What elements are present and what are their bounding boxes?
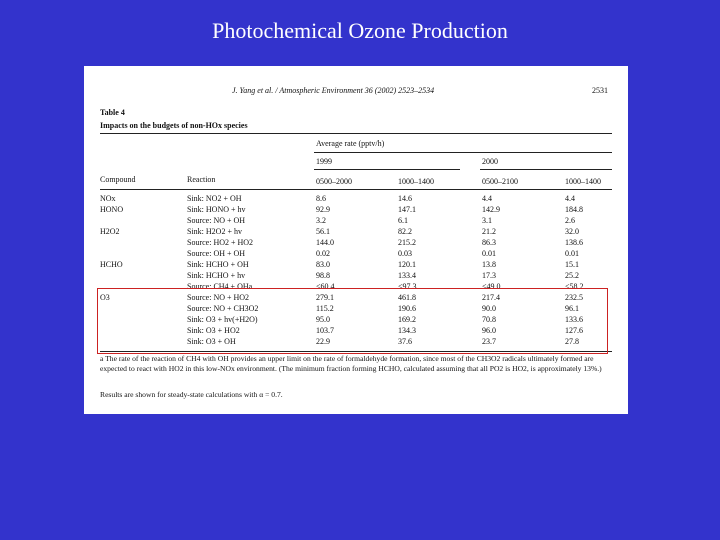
table-label: Table 4: [100, 108, 125, 117]
reaction-cell: Sink: HCHO + hv: [187, 271, 246, 280]
reaction-cell: Source: OH + OH: [187, 249, 246, 258]
compound-cell: H2O2: [100, 227, 120, 236]
subcol-4: 1000–1400: [565, 177, 601, 186]
rate-cell: <49.0: [482, 282, 501, 291]
rate-cell: 134.3: [398, 326, 416, 335]
rate-cell: 86.3: [482, 238, 496, 247]
reaction-cell: Sink: HONO + hv: [187, 205, 246, 214]
rate-cell: 138.6: [565, 238, 583, 247]
journal-page: [84, 66, 628, 414]
rate-cell: 3.2: [316, 216, 326, 225]
header-bottom-rule: [100, 189, 612, 190]
rate-cell: 27.8: [565, 337, 579, 346]
avg-rate-rule: [314, 152, 612, 153]
year-2000: 2000: [482, 157, 498, 166]
reaction-cell: Sink: O3 + hv(+H2O): [187, 315, 258, 324]
rate-cell: 215.2: [398, 238, 416, 247]
rate-cell: 4.4: [482, 194, 492, 203]
col-reaction: Reaction: [187, 175, 216, 184]
compound-cell: O3: [100, 293, 110, 302]
table-top-rule: [100, 133, 612, 134]
rate-cell: 0.03: [398, 249, 412, 258]
reaction-cell: Sink: HCHO + OH: [187, 260, 249, 269]
table-caption: Impacts on the budgets of non-HOx species: [100, 121, 248, 130]
slide-title: Photochemical Ozone Production: [212, 18, 508, 43]
year-1999-rule: [314, 169, 460, 170]
reaction-cell: Source: CH4 + OHa: [187, 282, 253, 291]
rate-cell: 133.4: [398, 271, 416, 280]
rate-cell: 8.6: [316, 194, 326, 203]
reaction-cell: Sink: NO2 + OH: [187, 194, 242, 203]
rate-cell: 147.1: [398, 205, 416, 214]
rate-cell: 98.8: [316, 271, 330, 280]
year-2000-rule: [480, 169, 612, 170]
rate-cell: 279.1: [316, 293, 334, 302]
rate-cell: 15.1: [565, 260, 579, 269]
rate-cell: 3.1: [482, 216, 492, 225]
rate-cell: 83.0: [316, 260, 330, 269]
compound-cell: HONO: [100, 205, 124, 214]
rate-cell: 184.8: [565, 205, 583, 214]
rate-cell: 90.0: [482, 304, 496, 313]
reaction-cell: Sink: O3 + OH: [187, 337, 236, 346]
reaction-cell: Source: HO2 + HO2: [187, 238, 254, 247]
rate-cell: 13.8: [482, 260, 496, 269]
page-number: 2531: [592, 86, 608, 95]
rate-cell: 142.9: [482, 205, 500, 214]
rate-cell: 56.1: [316, 227, 330, 236]
rate-cell: 82.2: [398, 227, 412, 236]
rate-cell: 0.02: [316, 249, 330, 258]
rate-cell: 21.2: [482, 227, 496, 236]
compound-cell: HCHO: [100, 260, 123, 269]
reaction-cell: Source: NO + OH: [187, 216, 246, 225]
rate-cell: 22.9: [316, 337, 330, 346]
rate-cell: 17.3: [482, 271, 496, 280]
footnote: a The rate of the reaction of CH4 with OH provides an upper limit on the rate of formaldehyde formation, since most of the CH3O2 radicals ultimately formed are expected to react with HO2 in this low-NOx environment. (The minimum fraction forming HCHO, calculated assuming that all PO2 is HO2, is approximately 13%.): [100, 354, 602, 373]
ozone-highlight-box: [97, 288, 608, 354]
reaction-cell: Source: NO + HO2: [187, 293, 250, 302]
rate-cell: 103.7: [316, 326, 334, 335]
subcol-2: 1000–1400: [398, 177, 434, 186]
rate-cell: 96.1: [565, 304, 579, 313]
rate-cell: 190.6: [398, 304, 416, 313]
rate-cell: <97.3: [398, 282, 417, 291]
rate-cell: 461.8: [398, 293, 416, 302]
compound-cell: NOx: [100, 194, 116, 203]
rate-cell: 2.6: [565, 216, 575, 225]
rate-cell: <58.2: [565, 282, 584, 291]
subcol-3: 0500–2100: [482, 177, 518, 186]
rate-cell: 144.0: [316, 238, 334, 247]
col-compound: Compound: [100, 175, 136, 184]
rate-cell: 32.0: [565, 227, 579, 236]
rate-cell: 0.01: [482, 249, 496, 258]
rate-cell: 6.1: [398, 216, 408, 225]
avg-rate-header: Average rate (pptv/h): [316, 139, 385, 148]
reaction-cell: Sink: O3 + HO2: [187, 326, 240, 335]
journal-header: J. Yang et al. / Atmospheric Environment 36 (2002) 2523–2534: [232, 86, 435, 95]
subcol-1: 0500–2000: [316, 177, 352, 186]
rate-cell: 92.9: [316, 205, 330, 214]
rate-cell: 23.7: [482, 337, 496, 346]
rate-cell: 133.6: [565, 315, 583, 324]
rate-cell: 4.4: [565, 194, 575, 203]
year-1999: 1999: [316, 157, 332, 166]
rate-cell: 25.2: [565, 271, 579, 280]
rate-cell: 37.6: [398, 337, 412, 346]
rate-cell: 115.2: [316, 304, 334, 313]
reaction-cell: Sink: H2O2 + hv: [187, 227, 242, 236]
rate-cell: 0.01: [565, 249, 579, 258]
rate-cell: <60.4: [316, 282, 335, 291]
rate-cell: 96.0: [482, 326, 496, 335]
rate-cell: 169.2: [398, 315, 416, 324]
rate-cell: 127.6: [565, 326, 583, 335]
rate-cell: 95.0: [316, 315, 330, 324]
rate-cell: 120.1: [398, 260, 416, 269]
rate-cell: 14.6: [398, 194, 412, 203]
rate-cell: 232.5: [565, 293, 583, 302]
rate-cell: 70.8: [482, 315, 496, 324]
results-note: Results are shown for steady-state calculations with α = 0.7.: [100, 390, 283, 399]
rate-cell: 217.4: [482, 293, 500, 302]
reaction-cell: Source: NO + CH3O2: [187, 304, 259, 313]
